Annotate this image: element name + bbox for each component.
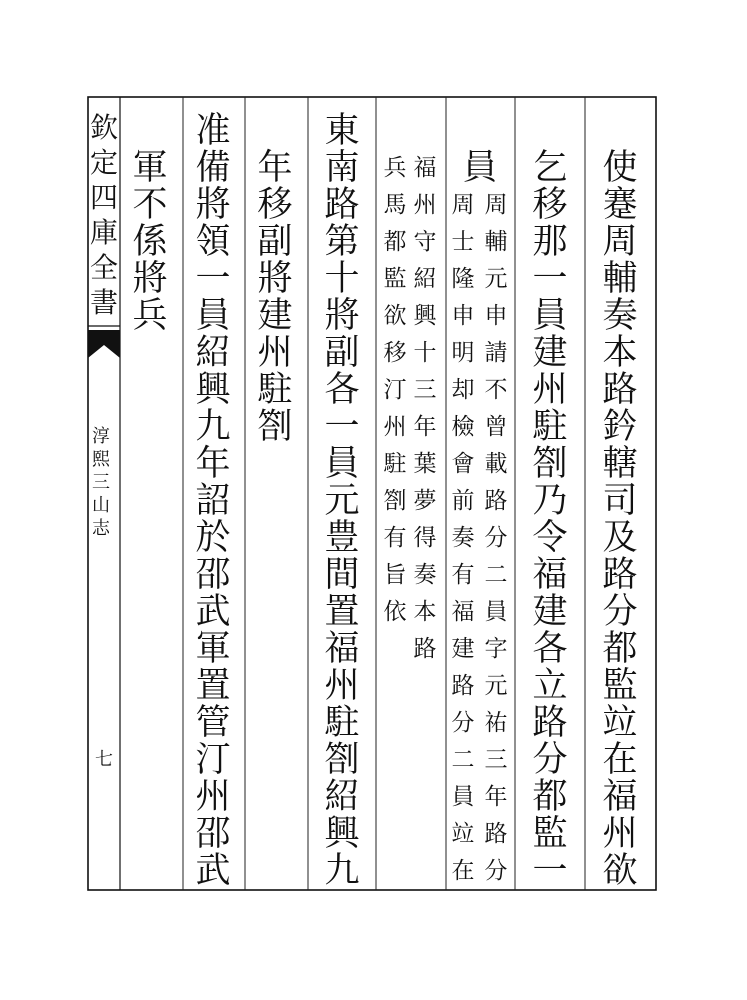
book-series-title: 欽定四庫全書 [89, 111, 118, 319]
annotation-column-3-right: 周輔元申請不曾載路分二員字元祐三年路分 [484, 192, 508, 884]
work-title: 淳熙三山志 [92, 426, 110, 539]
page-number: 七 [95, 749, 113, 770]
text-column-8: 軍不係將兵 [132, 148, 168, 336]
text-column-7: 准備將領一員紹興九年詔於邵武軍置管汀州邵武 [195, 111, 231, 891]
text-column-6: 年移副將建州駐劄 [257, 148, 293, 447]
fish-tail-mark [88, 330, 120, 358]
annotation-column-4-right: 福州守紹興十三年葉夢得奏本路 [413, 155, 437, 662]
text-column-3: 員 [462, 148, 498, 188]
text-column-5: 東南路第十將副各一員元豊間置福州駐劄紹興九 [324, 111, 360, 891]
text-column-1: 使蹇周輔奏本路鈐轄司及路分都監竝在福州欲 [602, 148, 638, 891]
annotation-column-3-left: 周士隆申明却檢會前奏有福建路分二員竝在 [451, 192, 475, 884]
annotation-column-4-left: 兵馬都監欲移汀州駐劄有旨依 [383, 155, 407, 625]
text-column-2: 乞移那一員建州駐劄乃令福建各立路分都監一 [532, 148, 568, 891]
